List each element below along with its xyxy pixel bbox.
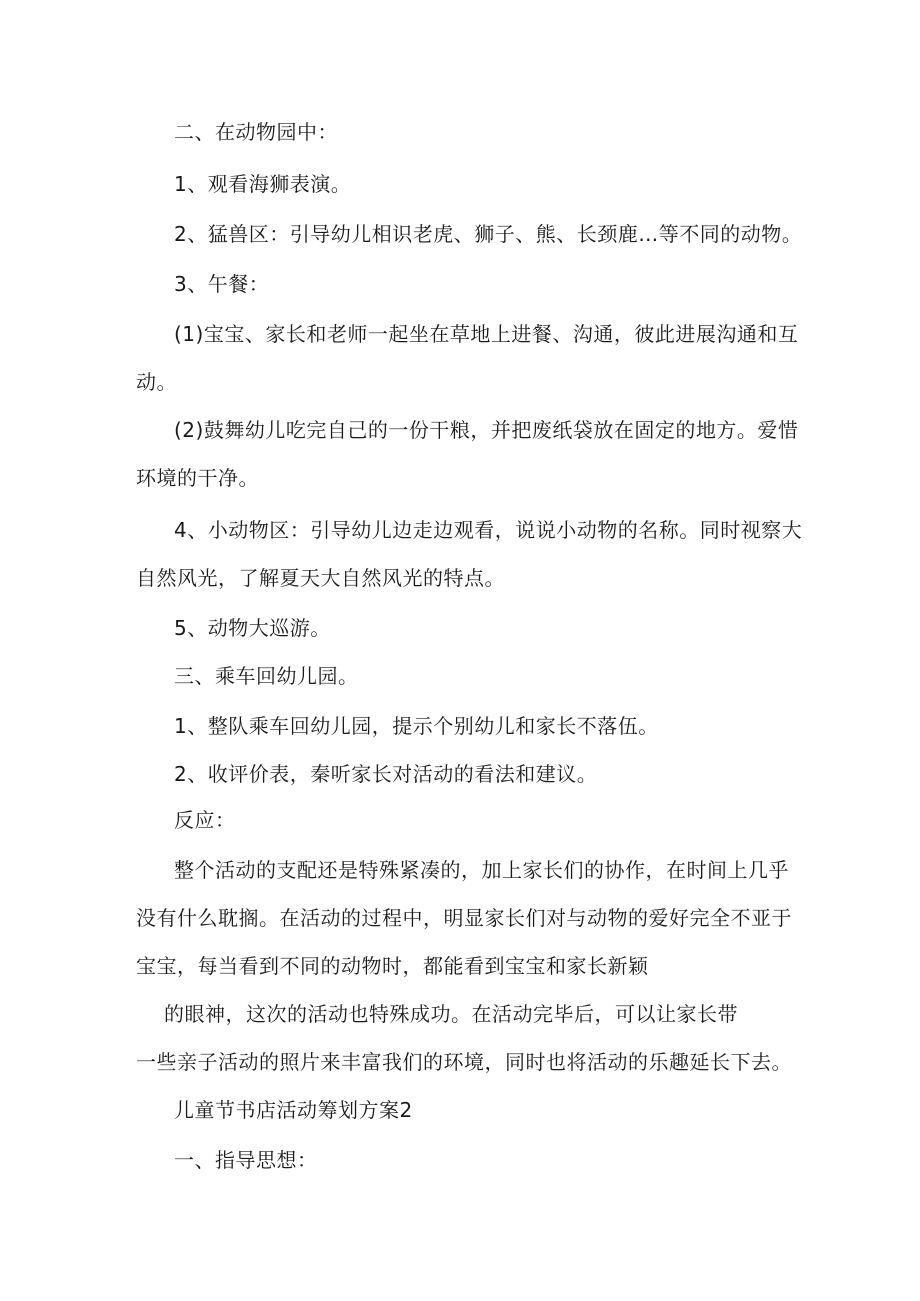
paragraph-line: 的眼神，这次的活动也特殊成功。在活动完毕后，可以让家长带 bbox=[164, 1002, 738, 1026]
paragraph-line: (2)鼓舞幼儿吃完自己的一份干粮，并把废纸袋放在固定的地方。爱惜 bbox=[174, 418, 799, 442]
paragraph-line: 动。 bbox=[136, 370, 177, 394]
list-item: 2、猛兽区：引导幼儿相识老虎、狮子、熊、长颈鹿…等不同的动物。 bbox=[174, 222, 803, 246]
section-heading: 三、乘车回幼儿园。 bbox=[174, 664, 359, 688]
paragraph-line: 宝宝，每当看到不同的动物时，都能看到宝宝和家长新颖 bbox=[136, 954, 649, 978]
paragraph-line: 整个活动的支配还是特殊紧凑的，加上家长们的协作，在时间上几乎 bbox=[174, 858, 789, 882]
list-item: 5、动物大巡游。 bbox=[174, 616, 331, 640]
section-heading: 二、在动物园中： bbox=[174, 120, 338, 144]
paragraph-line: 4、小动物区：引导幼儿边走边观看，说说小动物的名称。同时视察大 bbox=[174, 518, 803, 542]
list-item: 1、观看海狮表演。 bbox=[174, 172, 352, 196]
list-item: 1、整队乘车回幼儿园，提示个别幼儿和家长不落伍。 bbox=[174, 714, 659, 738]
document-title: 儿童节书店活动筹划方案2 bbox=[174, 1098, 413, 1122]
paragraph-line: 一些亲子活动的照片来丰富我们的环境，同时也将活动的乐趣延长下去。 bbox=[136, 1050, 792, 1074]
paragraph-line: 自然风光，了解夏天大自然风光的特点。 bbox=[136, 566, 505, 590]
paragraph-line: 环境的干净。 bbox=[136, 466, 259, 490]
section-heading: 反应： bbox=[174, 808, 236, 832]
section-heading: 一、指导思想： bbox=[174, 1148, 318, 1172]
paragraph-line: 没有什么耽搁。在活动的过程中，明显家长们对与动物的爱好完全不亚于 bbox=[136, 906, 792, 930]
paragraph-line: (1)宝宝、家长和老师一起坐在草地上进餐、沟通，彼此进展沟通和互 bbox=[174, 322, 799, 346]
list-item: 2、收评价表，秦听家长对活动的看法和建议。 bbox=[174, 762, 598, 786]
list-item: 3、午餐： bbox=[174, 272, 270, 296]
